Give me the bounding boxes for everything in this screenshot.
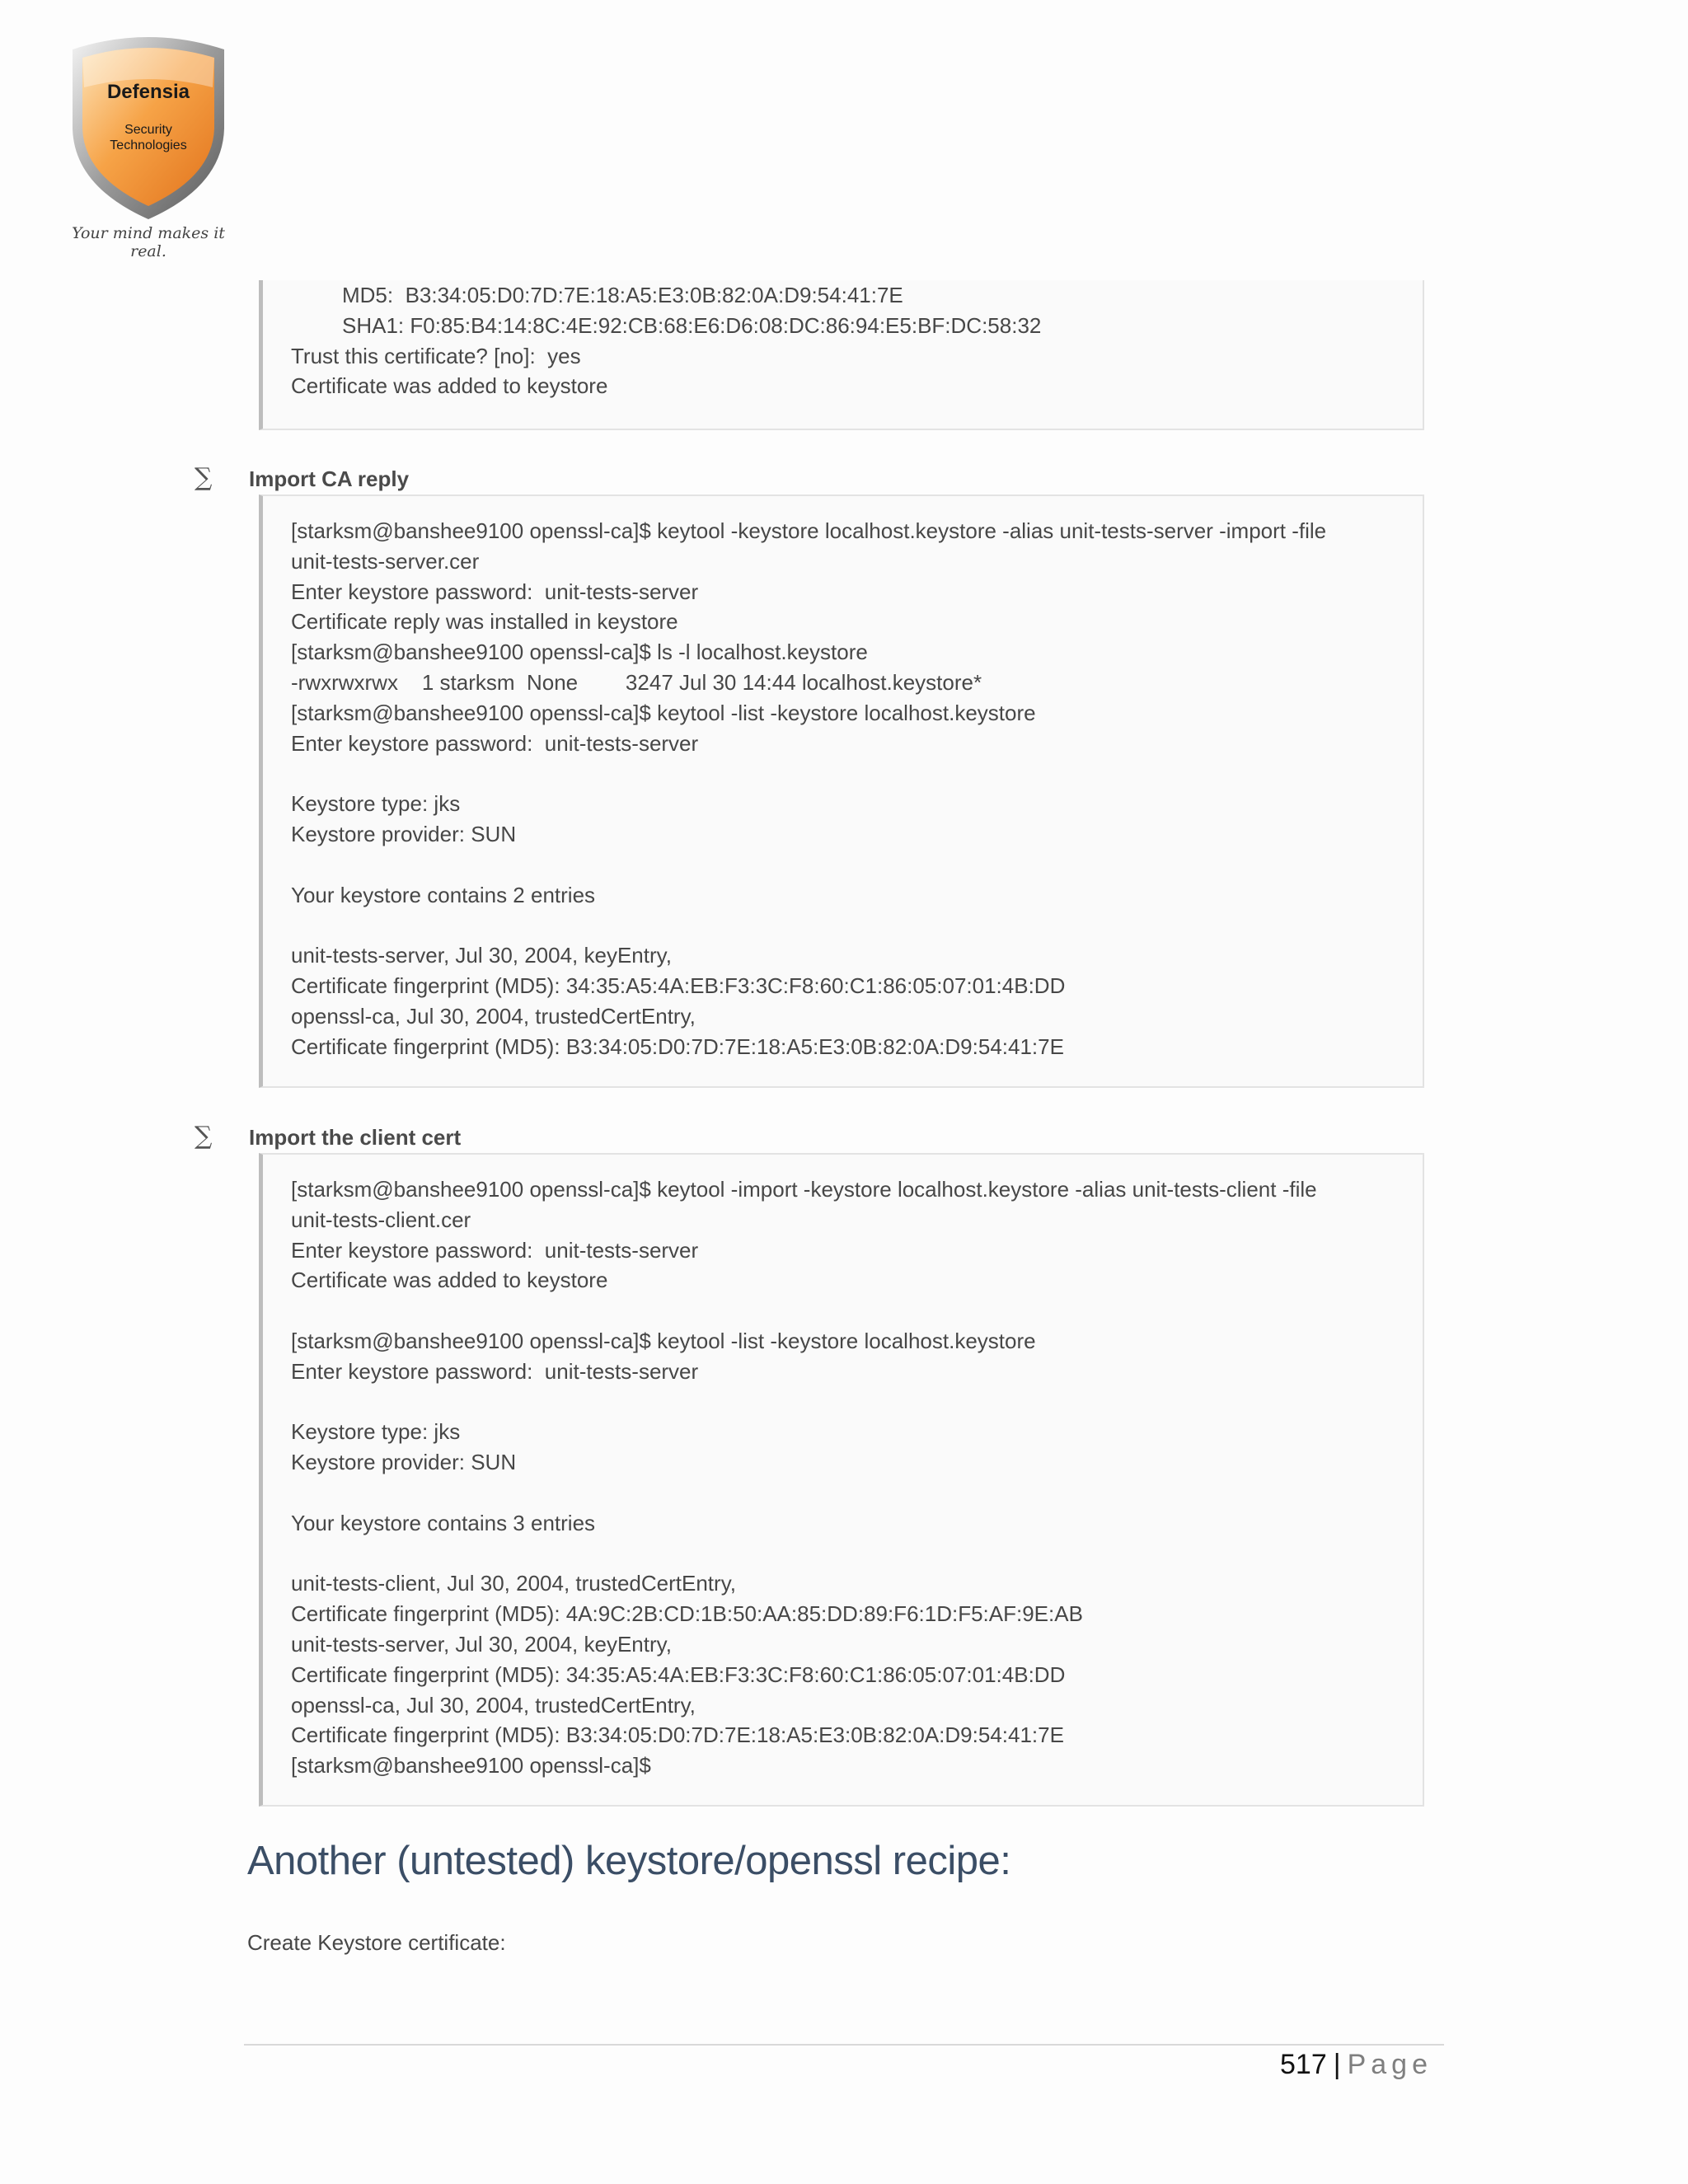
- code-line: unit-tests-server.cer: [291, 548, 480, 574]
- code-line: [291, 758, 1423, 789]
- code-line: Certificate was added to keystore: [291, 1268, 608, 1293]
- code-line: Trust this certificate? [no]: yes: [291, 343, 581, 368]
- code-line: -rwxrwxrwx 1 starksm None 3247 Jul 30 14:44 localhost.keystore*: [291, 669, 982, 695]
- code-line: Certificate reply was installed in keystore: [291, 609, 678, 635]
- code-line: Certificate was added to keystore: [291, 373, 608, 399]
- code-line: [starksm@banshee9100 openssl-ca]$ keytool -import -keystore localhost.keystore -alias unit-tests-client -file: [291, 1177, 1317, 1202]
- page-separator: |: [1333, 2049, 1341, 2080]
- code-line: Keystore type: jks: [291, 1419, 461, 1445]
- sigma-bullet-icon: ∑: [195, 1122, 213, 1151]
- code-line: Certificate fingerprint (MD5): B3:34:05:D0:7D:7E:18:A5:E3:0B:82:0A:D9:54:41:7E: [291, 1722, 1064, 1748]
- code-line: unit-tests-client.cer: [291, 1207, 471, 1232]
- page-label: Page: [1347, 2049, 1432, 2080]
- code-block-import-ca-reply: [259, 494, 1424, 1088]
- logo-subtitle: [58, 122, 239, 153]
- code-line: openssl-ca, Jul 30, 2004, trustedCertEntry,: [291, 1692, 696, 1718]
- code-line: Enter keystore password: unit-tests-server: [291, 1237, 699, 1263]
- code-line: unit-tests-server, Jul 30, 2004, keyEntry,: [291, 943, 672, 968]
- code-line: Enter keystore password: unit-tests-server: [291, 730, 699, 756]
- code-block-import-client-cert: [259, 1153, 1424, 1807]
- company-logo: [58, 30, 239, 260]
- code-line: Keystore provider: SUN: [291, 821, 517, 846]
- bullet-label: Import CA reply: [249, 466, 410, 491]
- body-paragraph: Create Keystore certificate:: [247, 1930, 506, 1955]
- code-line: unit-tests-client, Jul 30, 2004, trustedCertEntry,: [291, 1571, 736, 1596]
- code-line: MD5: B3:34:05:D0:7D:7E:18:A5:E3:0B:82:0A:D9:54:41:7E: [342, 283, 903, 307]
- code-line: [291, 850, 1423, 880]
- code-line: Certificate fingerprint (MD5): 34:35:A5:4A:EB:F3:3C:F8:60:C1:86:05:07:01:4B:DD: [291, 1661, 1066, 1687]
- logo-subtitle-line1: Security: [124, 123, 172, 137]
- code-line: [starksm@banshee9100 openssl-ca]$: [291, 1753, 651, 1779]
- code-line: Enter keystore password: unit-tests-server: [291, 579, 699, 604]
- section-heading: Another (untested) keystore/openssl recipe:: [247, 1839, 1011, 1883]
- code-line: Keystore provider: SUN: [291, 1450, 517, 1475]
- code-line: [starksm@banshee9100 openssl-ca]$ ls -l localhost.keystore: [291, 640, 868, 665]
- bullet-label: Import the client cert: [249, 1125, 462, 1150]
- code-line: Certificate fingerprint (MD5): B3:34:05:D0:7D:7E:18:A5:E3:0B:82:0A:D9:54:41:7E: [291, 1033, 1064, 1059]
- code-line: [starksm@banshee9100 openssl-ca]$ keytool -list -keystore localhost.keystore: [291, 1328, 1036, 1353]
- code-line: openssl-ca, Jul 30, 2004, trustedCertEntry,: [291, 1003, 696, 1029]
- page-footer: [1280, 2049, 1432, 2081]
- code-line: Your keystore contains 3 entries: [291, 1510, 596, 1535]
- code-line: SHA1: F0:85:B4:14:8C:4E:92:CB:68:E6:D6:08:DC:86:94:E5:BF:DC:58:32: [342, 312, 1042, 338]
- logo-brand-text: Defensia: [106, 81, 190, 103]
- code-line: [starksm@banshee9100 openssl-ca]$ keytool -keystore localhost.keystore -alias unit-tests-server -import -file: [291, 518, 1327, 543]
- code-block-trust-cert: [259, 280, 1424, 430]
- code-line: Certificate fingerprint (MD5): 34:35:A5:4A:EB:F3:3C:F8:60:C1:86:05:07:01:4B:DD: [291, 972, 1066, 998]
- code-line: Keystore type: jks: [291, 791, 461, 817]
- code-line: Your keystore contains 2 entries: [291, 882, 596, 907]
- code-line: [291, 910, 1423, 940]
- code-line: [291, 1539, 1423, 1569]
- code-line: [291, 1296, 1423, 1326]
- logo-subtitle-line2: Technologies: [110, 138, 187, 152]
- code-line: unit-tests-server, Jul 30, 2004, keyEntry,: [291, 1631, 672, 1657]
- code-line: Certificate fingerprint (MD5): 4A:9C:2B:CD:1B:50:AA:85:DD:89:F6:1D:F5:AF:9E:AB: [291, 1601, 1083, 1627]
- footer-divider: [244, 2044, 1444, 2046]
- page-number: 517: [1280, 2049, 1327, 2080]
- sigma-bullet-icon: ∑: [195, 463, 213, 492]
- code-line: Enter keystore password: unit-tests-server: [291, 1358, 699, 1384]
- code-line: [starksm@banshee9100 openssl-ca]$ keytool -list -keystore localhost.keystore: [291, 700, 1036, 725]
- logo-tagline: Your mind makes it real.: [72, 224, 225, 260]
- code-line: [291, 1478, 1423, 1508]
- code-line: [291, 1387, 1423, 1418]
